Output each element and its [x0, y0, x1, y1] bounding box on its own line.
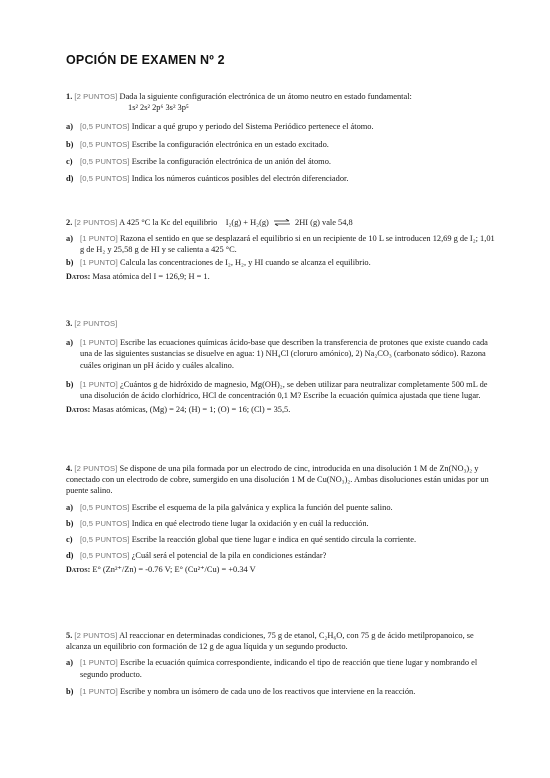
data-line: Datos: E° (Zn²⁺/Zn) = -0.76 V; E° (Cu²⁺/Cu) = +0.34 V	[66, 565, 256, 575]
question-number: 3.	[66, 319, 73, 328]
electron-configuration: 1s² 2s² 2p⁶ 3s² 3p⁵	[128, 103, 189, 113]
question-number: 4.	[66, 464, 73, 473]
question-text: Dada la siguiente configuración electrónica de un átomo neutro en estado fundamental:	[119, 92, 412, 101]
equilibrium-arrows-icon	[273, 219, 291, 226]
data-line: Datos: Masas atómicas, (Mg) = 24; (H) = 1; (O) = 16; (Cl) = 35,5.	[66, 405, 291, 415]
points-label: [2 PUNTOS]	[74, 218, 118, 227]
question-number: 1.	[66, 92, 73, 101]
item-c: c) [0,5 PUNTOS] Escribe la reacción global que tiene lugar e indica en qué sentido circula la corriente.	[66, 535, 417, 545]
points-label: [2 PUNTOS]	[74, 631, 118, 640]
item-b: b) [0,5 PUNTOS] Escribe la configuración electrónica en un estado excitado.	[66, 139, 329, 149]
points-label: [2 PUNTOS]	[74, 464, 118, 473]
question-number: 2.	[66, 218, 73, 227]
question-5: 5. [2 PUNTOS] Al reaccionar en determinadas condiciones, 75 g de etanol, C₂H₆O, con 75 g de ácido metilpropanoico, se alcanza un equilibrio con formación de 12 g de agua líquida y un segundo producto. a) [1 PUNTO] Escribe la ecuación química correspondiente, indicando el tipo de reacción que tiene lugar y nombrando el segundo producto. b) [1 PUNTO] Escribe y nombra un isómero de cada uno de los reactivos que interviene en la reacción.	[66, 630, 496, 697]
question-4: 4. [2 PUNTOS] Se dispone de una pila formada por un electrodo de cinc, introducida en una disolución 1 M de Zn(NO₃)₂ y conectado con un electrodo de cobre, sumergido en una disolución 1 M de Cu(NO₃)₂. Ambas disoluciones están unidas por un puente salino. a) [0,5 PUNTOS] Escribe el esquema de la pila galvánica y explica la función del puente salino. b) [0,5 PUNTOS] Indica en qué electrodo tiene lugar la oxidación y en cuál la reducción. c) [0,5 PUNTOS] Escribe la reacción global que tiene lugar e indica en qué sentido circula la corriente. d) [0,5 PUNTOS] ¿Cuál será el potencial de la pila en condiciones estándar? Datos: E° (Zn²⁺/Zn) = -0.76 V; E° (Cu²⁺/Cu) = +0.34 V	[66, 463, 496, 576]
question-number: 5.	[66, 631, 73, 640]
data-line: Datos: Masa atómica del I = 126,9; H = 1.	[66, 271, 210, 281]
item-b: b) [1 PUNTO] Calcula las concentraciones de I₂, H₂, y HI cuando se alcanza el equilibrio.	[66, 257, 371, 267]
question-1	[66, 91, 496, 184]
item-d: d) [0,5 PUNTOS] ¿Cuál será el potencial de la pila en condiciones estándar?	[66, 551, 327, 561]
item-b: b) [0,5 PUNTOS] Indica en qué electrodo tiene lugar la oxidación y en cuál la reducción.	[66, 518, 369, 528]
points-label: [2 PUNTOS]	[74, 92, 118, 101]
item-a: a) [0,5 PUNTOS] Indicar a qué grupo y periodo del Sistema Periódico pertenece el átomo.	[66, 122, 374, 132]
item-a: a) [1 PUNTO] Escribe la ecuación química correspondiente, indicando el tipo de reacción que tiene lugar y nombrando el segundo producto.	[66, 658, 478, 679]
item-b: b) [1 PUNTO] ¿Cuántos g de hidróxido de magnesio, Mg(OH)₂, se deben utilizar para neutralizar completamente 500 mL de una disolución de ácido clorhídrico, HCl de concentración 0,1 M? Escribe la ecuación química ajustada que tiene lugar.	[66, 379, 488, 401]
item-b: b) [1 PUNTO] Escribe y nombra un isómero de cada uno de los reactivos que interviene en la reacción.	[66, 686, 416, 696]
item-a: a) [1 PUNTO] Razona el sentido en que se desplazará el equilibrio si en un recipiente de 10 L se introducen 12,69 g de I₂; 1,01 g de H₂ y 25,58 g de HI y se calienta a 425 °C.	[66, 234, 495, 255]
question-2: 2. [2 PUNTOS] A 425 °C la Kc del equilibrio I₂(g) + H₂(g) 2HI (g) vale 54,8 a) [1 PUNTO] Razona el sentido en que se desplazará el equilibrio si en un recipiente de 10 L se introducen 12,69 g de I₂; 1,01 g de H₂ y 25,58 g de HI y se calienta a 425 °C. b) [1 PUNTO] Calcula las concentraciones de I₂, H₂, y HI cuando se alcanza el equilibrio. Datos: Masa atómica del I = 126,9; H = 1.	[66, 218, 495, 281]
question-3	[66, 318, 496, 415]
equilibrium-right: 2HI (g) vale 54,8	[295, 218, 353, 227]
points-label: [2 PUNTOS]	[74, 319, 118, 328]
item-c: c) [0,5 PUNTOS] Escribe la configuración electrónica de un anión del átomo.	[66, 156, 331, 166]
item-d: d) [0,5 PUNTOS] Indica los números cuánticos posibles del electrón diferenciador.	[66, 174, 349, 184]
item-a: a) [0,5 PUNTOS] Escribe el esquema de la pila galvánica y explica la función del puente salino.	[66, 502, 393, 512]
equilibrium-left: I₂(g) + H₂(g)	[225, 218, 269, 227]
item-a: a) [1 PUNTO] Escribe las ecuaciones químicas ácido-base que describen la transferencia de protones que existe cuando cada una de las siguientes sustancias se disuelve en agua: 1) NH₄Cl (cloruro amónico), 2) Na₂CO₃ (carbonato sódico). Razona cuáles originan un pH ácido y cuáles alcalino.	[66, 338, 488, 370]
page-title: OPCIÓN DE EXAMEN Nº 2	[66, 53, 225, 67]
